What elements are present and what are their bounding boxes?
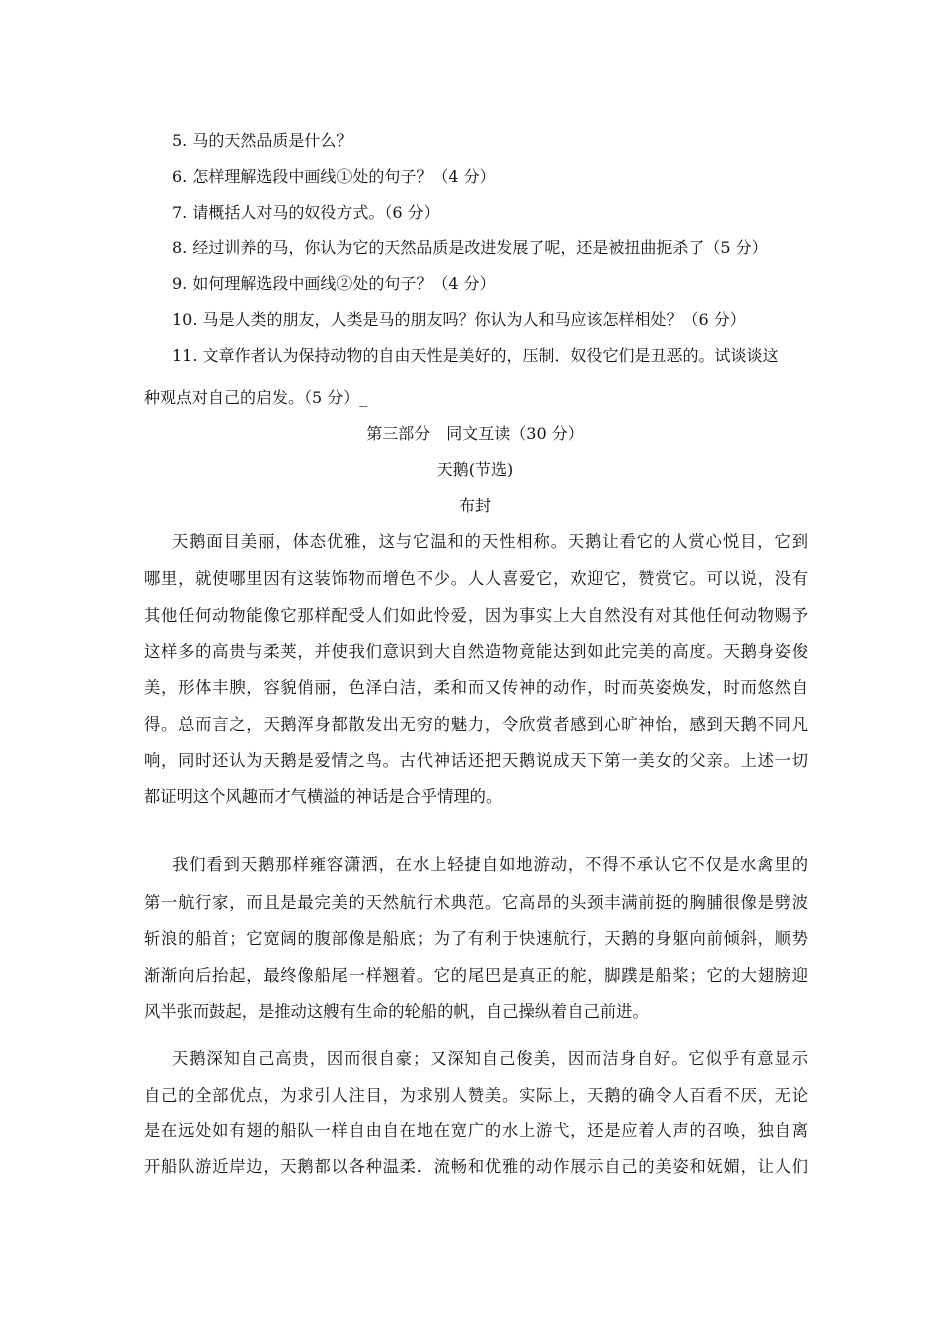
question-6: 6. 怎样理解选段中画线①处的句子？（4 分）	[172, 167, 496, 186]
paragraph-line: 开船队游近岸边，天鹅都以各种温柔．流畅和优雅的动作展示自己的美姿和妩媚，让人们	[144, 1157, 808, 1176]
paragraph-line: 自己的全部优点，为求引人注目，为求别人赞美。实际上，天鹅的确令人百看不厌，无论	[144, 1086, 808, 1105]
section-heading: 第三部分 同文互读（30 分）	[366, 424, 584, 443]
paragraph-line: 第一航行家，而且是最完美的天然航行术典范。它高昂的头颈丰满前挺的胸脯很像是劈波	[144, 893, 808, 912]
paragraph-line: 响，同时还认为天鹅是爱情之鸟。古代神话还把天鹅说成天下第一美女的父亲。上述一切	[144, 751, 808, 770]
paragraph-line: 哪里，就使哪里因有这装饰物而增色不少。人人喜爱它，欢迎它，赞赏它。可以说，没有	[144, 569, 808, 588]
article-title: 天鹅(节选)	[436, 460, 514, 479]
paragraph-line: 都证明这个风趣而才气横溢的神话是合乎情理的。	[144, 787, 503, 806]
paragraph-line: 美，形体丰腴，容貌俏丽，色泽白洁，柔和而又传神的动作，时而英姿焕发，时而悠然自	[144, 678, 808, 697]
question-11: 11. 文章作者认为保持动物的自由天性是美好的，压制．奴役它们是丑恶的。试谈谈这	[172, 346, 779, 365]
paragraph-line: 天鹅面目美丽，体态优雅，这与它温和的天性相称。天鹅让看它的人赏心悦目，它到	[172, 532, 808, 551]
paragraph-line: 其他任何动物能像它那样配受人们如此怜爱，因为事实上大自然没有对其他任何动物赐予	[144, 606, 808, 625]
paragraph-line: 是在远处如有翅的船队一样自由自在地在宽广的水上游弋，还是应着人声的召唤，独自离	[144, 1121, 808, 1140]
question-10: 10. 马是人类的朋友，人类是马的朋友吗？你认为人和马应该怎样相处？（6 分）	[172, 310, 746, 329]
question-9: 9. 如何理解选段中画线②处的句子？（4 分）	[172, 274, 496, 293]
paragraph-line: 风半张而鼓起，是推动这艘有生命的轮船的帆，自己操纵着自己前进。	[144, 1002, 649, 1021]
paragraph-line: 斩浪的船首；它宽阔的腹部像是船底；为了有利于快速航行，天鹅的身躯向前倾斜，顺势	[144, 929, 808, 948]
question-5: 5. 马的天然品质是什么？	[172, 131, 353, 150]
paragraph-line: 我们看到天鹅那样雍容潇洒，在水上轻捷自如地游动，不得不承认它不仅是水禽里的	[172, 855, 808, 874]
paragraph-line: 这样多的高贵与柔荚，并使我们意识到大自然造物竟能达到如此完美的高度。天鹅身姿俊	[144, 642, 808, 661]
article-author: 布封	[458, 496, 491, 515]
paragraph-line: 天鹅深知自己高贵，因而很自豪；又深知自己俊美，因而洁身自好。它似乎有意显示	[172, 1049, 808, 1068]
question-7: 7. 请概括人对马的奴役方式。（6 分）	[172, 203, 440, 222]
question-11-continued: 种观点对自己的启发。（5 分）_	[144, 388, 368, 407]
question-8: 8. 经过训养的马，你认为它的天然品质是改进发展了呢，还是被扭曲扼杀了（5 分）	[172, 238, 768, 257]
paragraph-line: 得。总而言之，天鹅浑身都散发出无穷的魅力，令欣赏者感到心旷神怡，感到天鹅不同凡	[144, 715, 808, 734]
paragraph-line: 渐渐向后抬起，最终像船尾一样翘着。它的尾巴是真正的舵，脚蹼是船桨；它的大翅膀迎	[144, 966, 808, 985]
